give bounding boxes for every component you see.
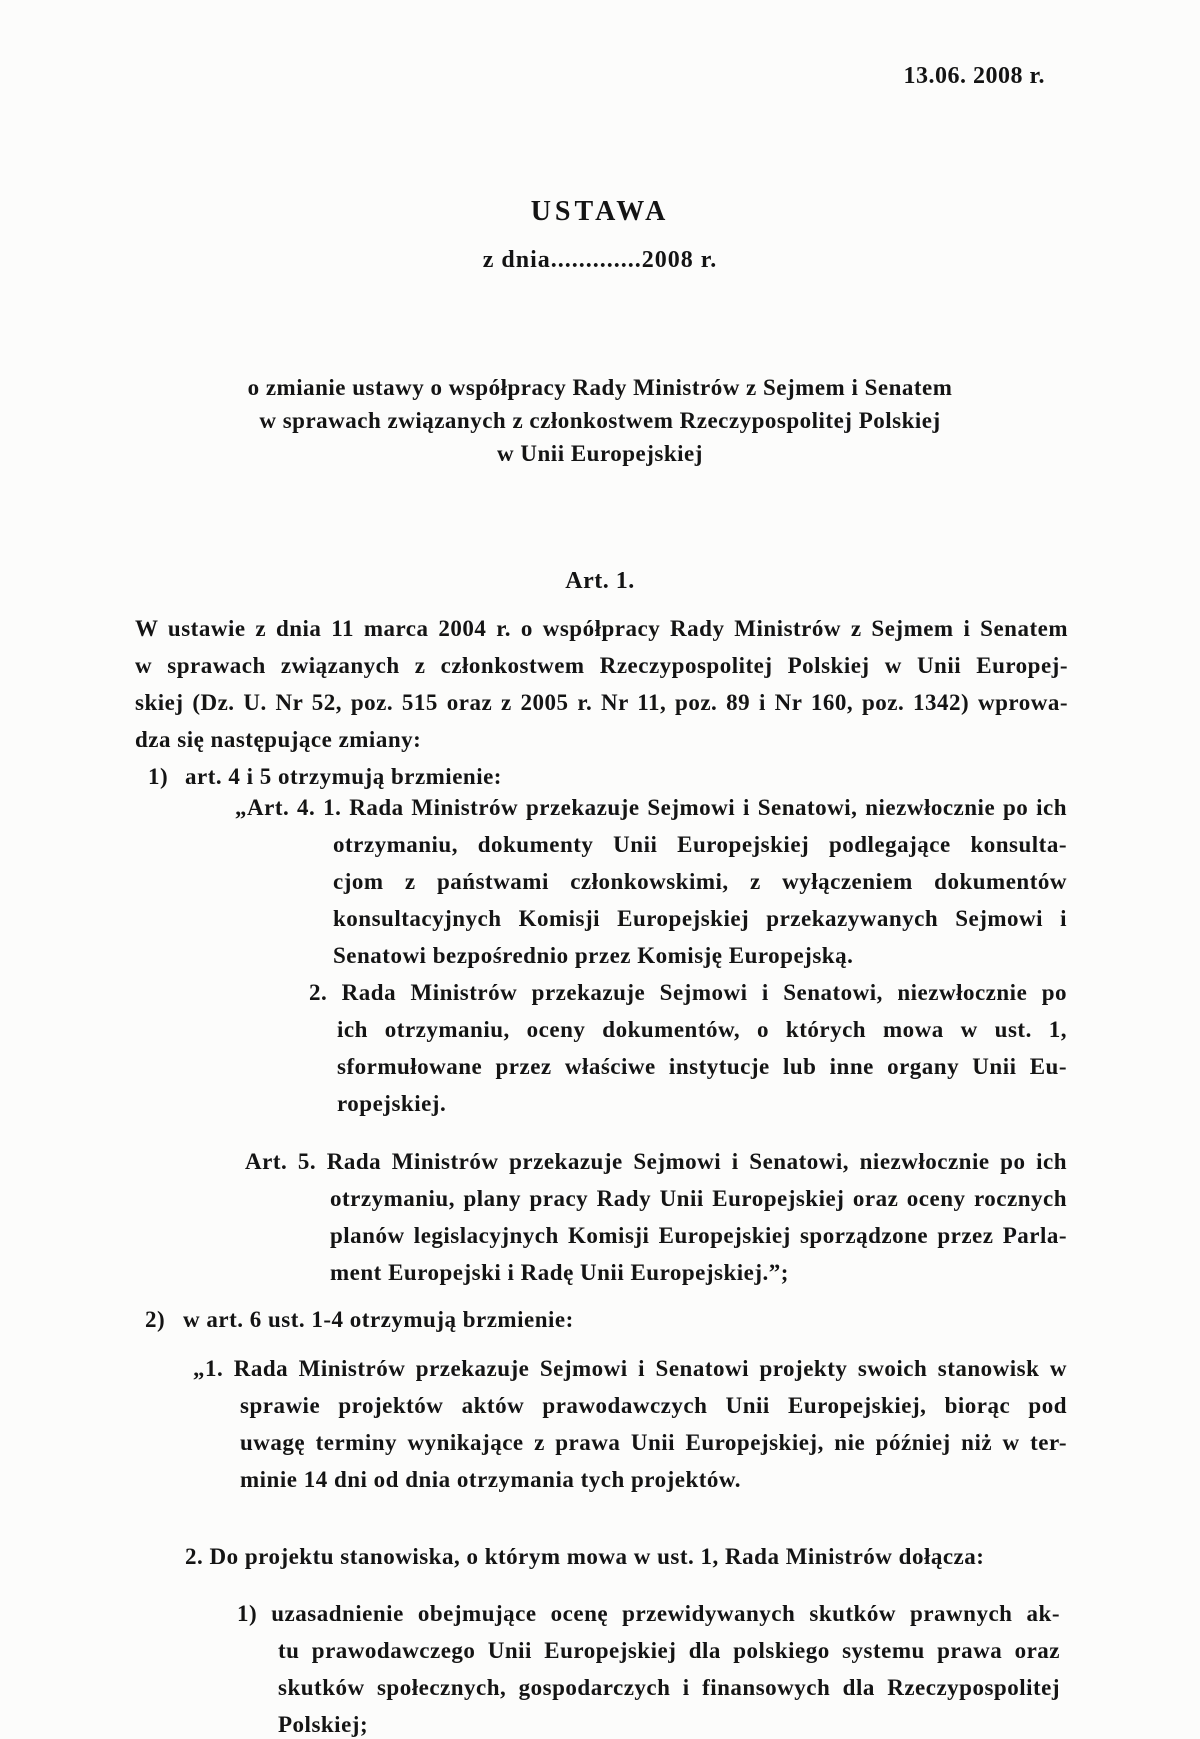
date-annotation: 13.06. 2008 r.: [903, 63, 1045, 89]
text-line: 2. Rada Ministrów przekazuje Sejmowi i Senatowi, niezwłocznie po: [309, 980, 1067, 1005]
law-title: USTAWA: [530, 196, 670, 227]
text-line: Art. 5. Rada Ministrów przekazuje Sejmowi i Senatowi, niezwłocznie po ich: [245, 1149, 1067, 1174]
text-line: ment Europejski i Radę Unii Europejskiej.”;: [330, 1260, 789, 1285]
text-line: skiej (Dz. U. Nr 52, poz. 515 oraz z 2005 r. Nr 11, poz. 89 i Nr 160, poz. 1342) wprowa-: [135, 690, 1068, 715]
text-line: ich otrzymaniu, oceny dokumentów, o których mowa w ust. 1,: [337, 1017, 1067, 1042]
text-line: W ustawie z dnia 11 marca 2004 r. o współpracy Rady Ministrów z Sejmem i Senatem: [135, 616, 1068, 641]
text-line: ropejskiej.: [337, 1091, 447, 1116]
article-4-ust-2-paragraph: [309, 974, 1067, 1122]
text-line: Polskiej;: [278, 1712, 369, 1737]
article-6-ust-2-line: 2. Do projektu stanowiska, o którym mowa w ust. 1, Rada Ministrów dołącza:: [185, 1544, 985, 1569]
text-line: w sprawach związanych z członkostwem Rzeczypospolitej Polskiej w Unii Europej-: [135, 653, 1068, 678]
item-2-heading: w art. 6 ust. 1-4 otrzymują brzmienie:: [183, 1307, 574, 1332]
article-6-ust-2-point-1-paragraph: [237, 1595, 1060, 1739]
text-line: „Art. 4. 1. Rada Ministrów przekazuje Sejmowi i Senatowi, niezwłocznie po ich: [235, 795, 1067, 820]
text-line: skutków społecznych, gospodarczych i finansowych dla Rzeczypospolitej: [278, 1675, 1060, 1700]
text-line: tu prawodawczego Unii Europejskiej dla polskiego systemu prawa oraz: [278, 1638, 1060, 1663]
item-2-marker: 2): [145, 1307, 166, 1332]
item-1-marker: 1): [148, 764, 169, 789]
article-6-ust-1-paragraph: [193, 1350, 1067, 1498]
text-line: 1) uzasadnienie obejmujące ocenę przewidywanych skutków prawnych ak-: [237, 1601, 1060, 1626]
text-line: otrzymaniu, plany pracy Rady Unii Europejskiej oraz oceny rocznych: [330, 1186, 1067, 1211]
enactment-date-line: z dnia.............2008 r.: [482, 247, 718, 273]
item-1-heading: art. 4 i 5 otrzymują brzmienie:: [185, 764, 502, 789]
text-line: w Unii Europejskiej: [497, 441, 703, 466]
text-line: cjom z państwami członkowskimi, z wyłączeniem dokumentów: [333, 869, 1067, 894]
law-subject-subtitle: [0, 371, 1200, 470]
article-5-paragraph: [245, 1143, 1067, 1291]
text-line: uwagę terminy wynikające z prawa Unii Europejskiej, nie później niż w ter-: [240, 1430, 1067, 1455]
text-line: w sprawach związanych z członkostwem Rzeczypospolitej Polskiej: [259, 408, 941, 433]
text-line: o zmianie ustawy o współpracy Rady Ministrów z Sejmem i Senatem: [247, 375, 953, 400]
article-4-ust-1-paragraph: [235, 789, 1067, 974]
text-line: planów legislacyjnych Komisji Europejskiej sporządzone przez Parla-: [330, 1223, 1067, 1248]
text-line: dza się następujące zmiany:: [135, 727, 422, 752]
text-line: sformułowane przez właściwe instytucje lub inne organy Unii Eu-: [337, 1054, 1067, 1079]
text-line: minie 14 dni od dnia otrzymania tych projektów.: [240, 1467, 741, 1492]
text-line: otrzymaniu, dokumenty Unii Europejskiej podlegające konsulta-: [333, 832, 1067, 857]
article-1-heading: Art. 1.: [565, 568, 635, 594]
amendment-item-2: [145, 1301, 1200, 1338]
article-1-intro-paragraph: [135, 610, 1068, 758]
text-line: konsultacyjnych Komisji Europejskiej przekazywanych Sejmowi i: [333, 906, 1067, 931]
text-line: „1. Rada Ministrów przekazuje Sejmowi i Senatowi projekty swoich stanowisk w: [193, 1356, 1067, 1381]
text-line: Senatowi bezpośrednio przez Komisję Europejską.: [333, 943, 854, 968]
text-line: sprawie projektów aktów prawodawczych Unii Europejskiej, biorąc pod: [240, 1393, 1067, 1418]
